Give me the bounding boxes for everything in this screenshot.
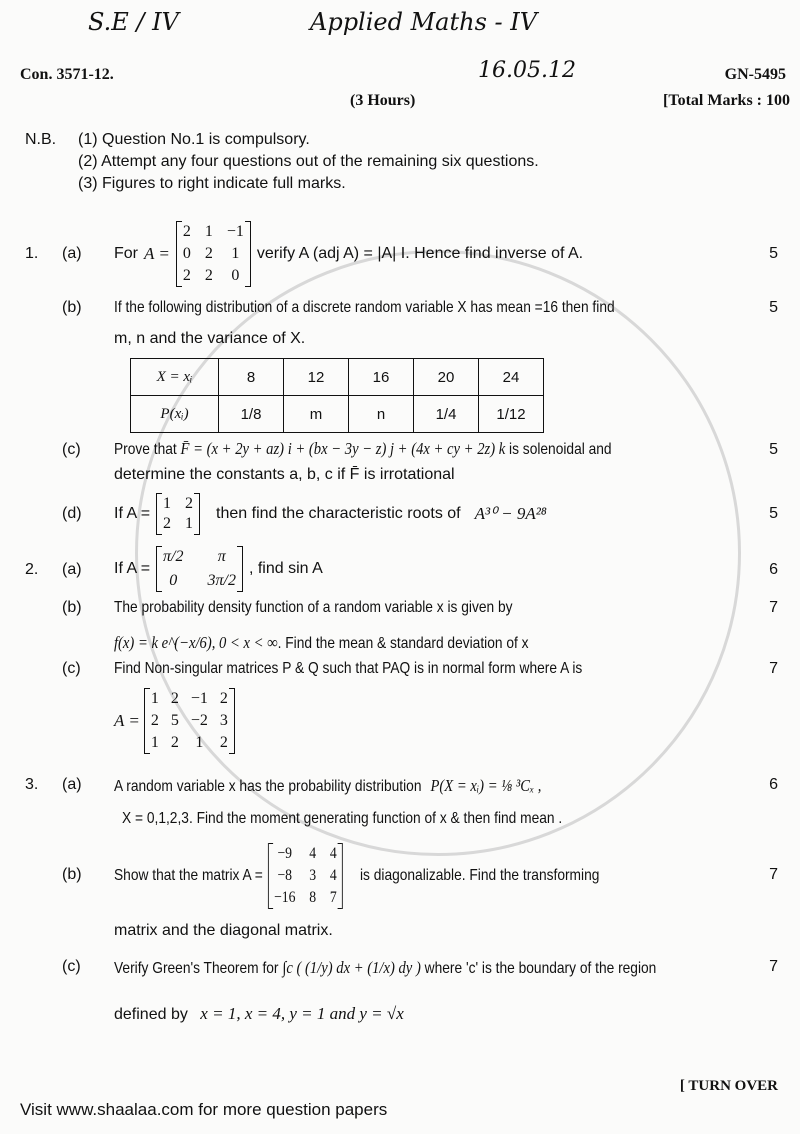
subject-handwritten: Applied Maths - IV <box>310 8 538 36</box>
q3b-line2: matrix and the diagonal matrix. <box>114 922 333 939</box>
q3a-line1: A random variable x has the probability distribution P(X = xᵢ) = ⅛ ³Cₓ , <box>114 776 542 795</box>
var-a: A = <box>144 244 170 263</box>
q3c-marks: 7 <box>769 958 778 975</box>
q3b-question: Show that the matrix A = −9 4 4 −8 3 4 −16 8 7 is diagonalizable. Find the transforming <box>114 836 599 916</box>
q1a-text: verify A (adj A) = |A| I. Hence find inverse of A. <box>256 245 584 262</box>
q1-number: 1. <box>25 245 39 262</box>
nb-label: N.B. <box>25 131 57 148</box>
q1d-marks: 5 <box>769 505 778 522</box>
q2-number: 2. <box>25 561 39 578</box>
q3b-label: (b) <box>62 866 82 883</box>
table-row: X = xᵢ 8 12 16 20 24 <box>131 359 544 396</box>
q1d-question: If A = 1 2 2 1 then find the characteristic roots of A³⁰ − 9A²⁸ <box>114 490 547 538</box>
q1c-label: (c) <box>62 441 81 458</box>
con-code: Con. 3571-12. <box>20 66 114 83</box>
site-note: Visit www.shaalaa.com for more question papers <box>20 1100 388 1119</box>
q2c-line1: Find Non-singular matrices P & Q such that PAQ is in normal form where A is <box>114 660 583 677</box>
q1d-formula: A³⁰ − 9A²⁸ <box>474 504 547 523</box>
q3c-label: (c) <box>62 958 81 975</box>
q2c-matrix-block: A = 1 2 −1 2 2 5 −2 3 1 2 1 2 <box>114 683 235 759</box>
q1b-marks: 5 <box>769 299 778 316</box>
q1b-label: (b) <box>62 299 82 316</box>
q1a-label: (a) <box>62 245 82 262</box>
q3a-marks: 6 <box>769 776 778 793</box>
q2b-marks: 7 <box>769 599 778 616</box>
q2a-matrix: π/2 π 0 3π/2 <box>156 546 243 592</box>
duration: (3 Hours) <box>350 92 416 109</box>
q3b-matrix: −9 4 4 −8 3 4 −16 8 7 <box>268 843 343 909</box>
q2b-label: (b) <box>62 599 82 616</box>
q1a-question <box>114 218 583 290</box>
q1b-line2: m, n and the variance of X. <box>114 330 306 347</box>
paper-code: GN-5495 <box>724 66 786 83</box>
q3a-label: (a) <box>62 776 82 793</box>
q2b-line2: f(x) = k e^(−x/6), 0 < x < ∞. Find the mean & standard deviation of x <box>114 633 529 652</box>
table-row: P(xᵢ) 1/8 m n 1/4 1/12 <box>131 396 544 433</box>
total-marks: [Total Marks : 100 <box>663 92 790 109</box>
q1d-matrix: 1 2 2 1 <box>156 493 200 535</box>
q3a-formula: P(X = xᵢ) = ⅛ ³Cₓ , <box>430 776 542 795</box>
q1b-line1: If the following distribution of a discrete random variable X has mean =16 then find <box>114 299 615 316</box>
q2c-label: (c) <box>62 660 81 677</box>
q2a-label: (a) <box>62 561 82 578</box>
q1c-marks: 5 <box>769 441 778 458</box>
q3c-line2: defined by x = 1, x = 4, y = 1 and y = √x <box>114 1004 404 1023</box>
instruction-3: (3) Figures to right indicate full marks. <box>78 175 346 192</box>
q1a-matrix: 2 1 −1 0 2 1 2 2 0 <box>176 221 251 287</box>
q1c-line1: Prove that F̄ = (x + 2y + az) i + (bx − 3y − z) j + (4x + cy + 2z) k is solenoidal and <box>114 439 612 458</box>
turn-over: [ TURN OVER <box>679 1078 778 1094</box>
q1c-formula: F̄ = (x + 2y + az) i + (bx − 3y − z) j + (4x + cy + 2z) k <box>180 439 506 458</box>
q3c-line1: Verify Green's Theorem for ∫c ( (1/y) dx + (1/x) dy ) where 'c' is the boundary of the region <box>114 958 657 977</box>
q1c-line2: determine the constants a, b, c if F̄ is irrotational <box>114 466 455 483</box>
q3c-region: x = 1, x = 4, y = 1 and y = √x <box>200 1004 404 1023</box>
instruction-1: (1) Question No.1 is compulsory. <box>78 131 310 148</box>
q2b-formula: f(x) = k e^(−x/6), 0 < x < ∞ <box>114 633 278 652</box>
q2c-marks: 7 <box>769 660 778 677</box>
q3b-marks: 7 <box>769 866 778 883</box>
q2a-marks: 6 <box>769 561 778 578</box>
q2b-line1: The probability density function of a random variable x is given by <box>114 599 513 616</box>
q3a-line2: X = 0,1,2,3. Find the moment generating function of x & then find mean . <box>122 810 563 827</box>
instruction-2: (2) Attempt any four questions out of the remaining six questions. <box>78 153 539 170</box>
q1a-marks: 5 <box>769 245 778 262</box>
q3-number: 3. <box>25 776 39 793</box>
q2c-matrix: 1 2 −1 2 2 5 −2 3 1 2 1 2 <box>144 688 235 754</box>
class-handwritten: S.E / IV <box>88 8 179 36</box>
q1d-label: (d) <box>62 505 82 522</box>
q1a-pre: For <box>114 245 138 262</box>
distribution-table <box>130 358 544 433</box>
q3c-formula: ∫c ( (1/y) dx + (1/x) dy ) <box>282 958 421 977</box>
exam-date: 16.05.12 <box>478 58 576 83</box>
q2a-question: If A = π/2 π 0 3π/2 , find sin A <box>114 542 323 596</box>
